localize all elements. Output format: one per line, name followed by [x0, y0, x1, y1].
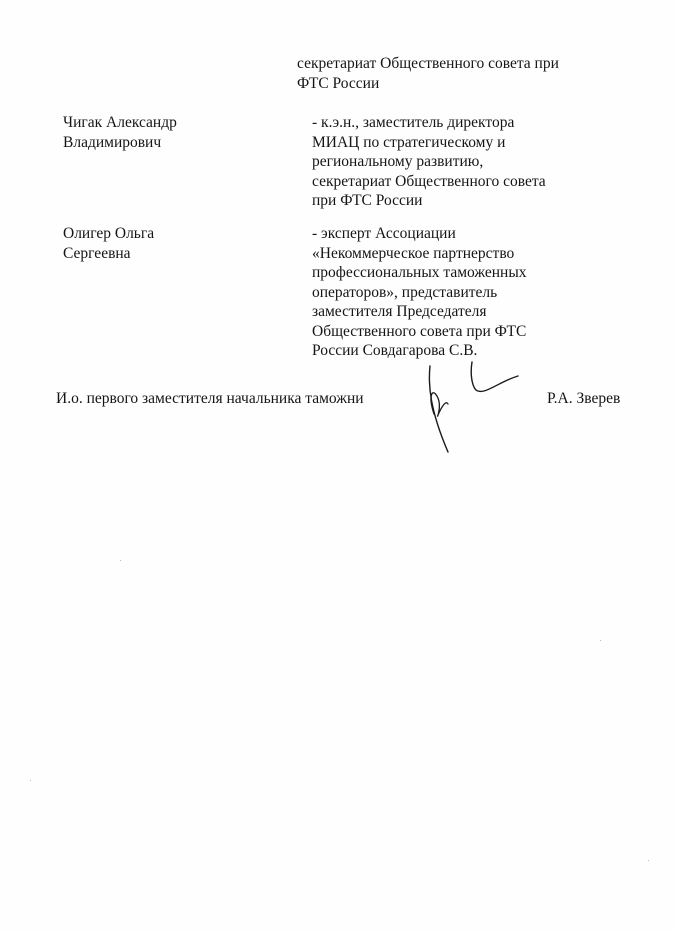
member-name-line: Олигер Ольга [63, 225, 155, 242]
member-desc-line: операторов», представитель [312, 283, 498, 301]
member-name-line: Владимирович [63, 133, 162, 151]
member-desc-line: - к.э.н., заместитель директора [312, 114, 515, 131]
member-desc-line: профессиональных таможенных [312, 264, 527, 281]
member-name [63, 113, 177, 152]
member-desc-line: «Некоммерческое партнерство [312, 244, 515, 262]
member-desc-line: Общественного совета при ФТС [312, 322, 527, 340]
member-name-line: Чигак Александр [63, 114, 177, 131]
member-description [312, 224, 527, 361]
intro-line: ФТС России [297, 74, 380, 92]
scan-speck [648, 860, 649, 861]
member-desc-line: МИАЦ по стратегическому и [312, 133, 506, 151]
member-description [312, 113, 546, 211]
member-desc-line: заместителя Председателя [312, 303, 487, 320]
member-desc-line: при ФТС России [312, 192, 423, 209]
scan-speck [600, 640, 601, 641]
intro-line: секретариат Общественного совета при [297, 55, 559, 72]
member-name [63, 224, 154, 263]
member-desc-line: региональному развитию, [312, 153, 484, 170]
member-name-line: Сергеевна [63, 244, 131, 262]
scan-speck [120, 560, 121, 561]
scan-speck [30, 780, 31, 781]
member-desc-line: России Совдагарова С.В. [312, 342, 478, 359]
signatory-name: Р.А. Зверев [547, 390, 621, 407]
signatory-position: И.о. первого заместителя начальника таможни [56, 390, 364, 407]
intro-text [297, 54, 559, 93]
member-desc-line: - эксперт Ассоциации [312, 225, 456, 242]
member-desc-line: секретариат Общественного совета [312, 172, 546, 190]
handwritten-signature [418, 360, 528, 460]
